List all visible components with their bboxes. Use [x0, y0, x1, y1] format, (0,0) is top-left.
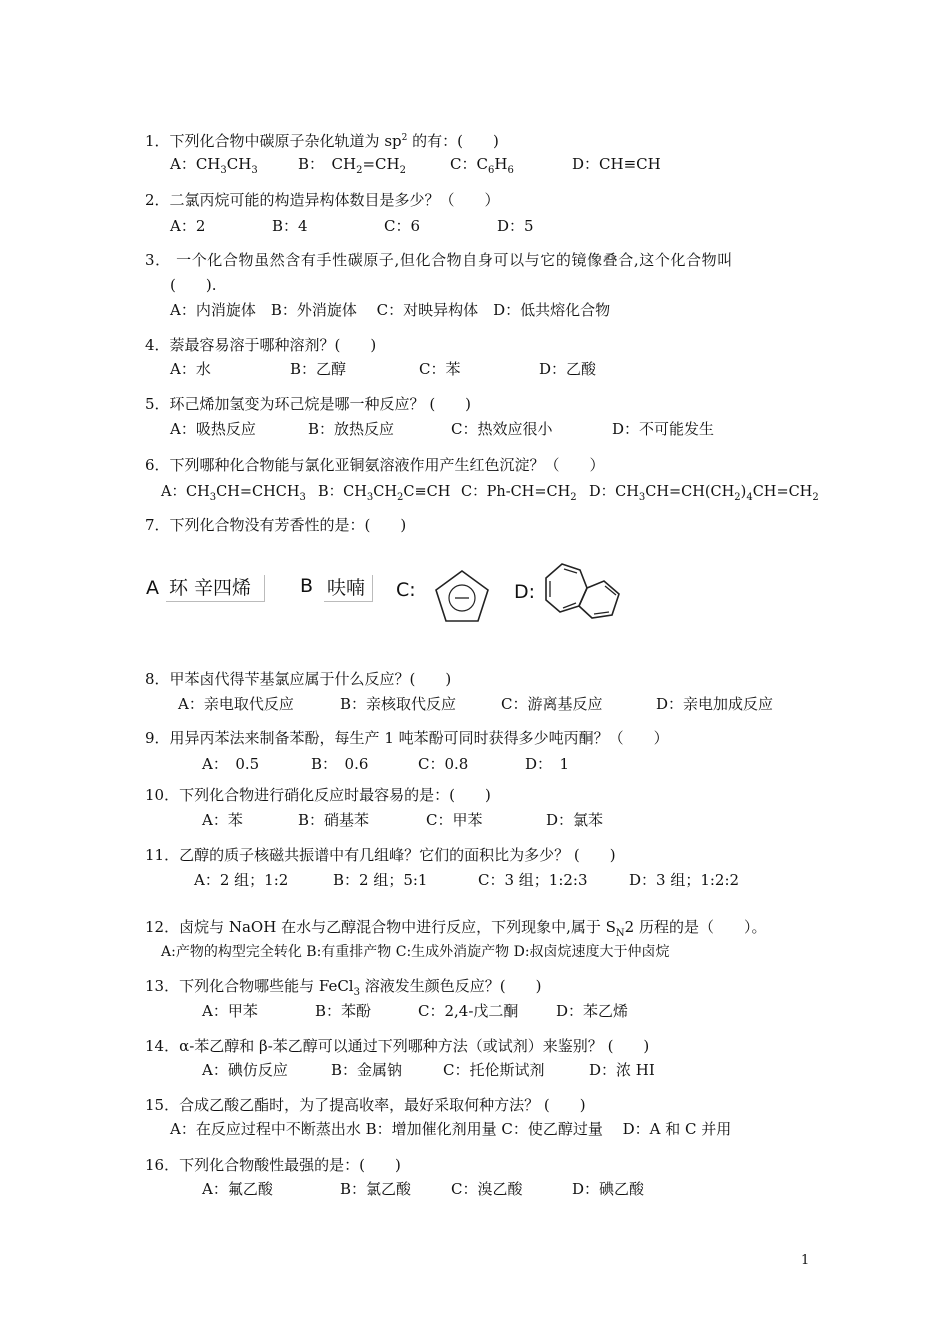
q3-stem-cont: ( ).	[170, 276, 217, 294]
q1-option-a	[170, 154, 258, 174]
sub: 3	[251, 165, 258, 176]
q1-b-text: B： CH	[298, 155, 357, 173]
sub: 3	[299, 492, 306, 503]
q1-c-text: C：C	[450, 155, 488, 173]
q7-stem: 7．下列化合物没有芳香性的是：( )	[145, 516, 407, 534]
q7-option-b: 呋喃	[324, 575, 373, 602]
q6-d-text: D：CH	[589, 484, 639, 500]
q3-options: A：内消旋体 B：外消旋体 C：对映异构体 D：低共熔化合物	[170, 301, 611, 319]
q6-a-mid: CH=CHCH	[216, 484, 300, 500]
q9-option-a: A： 0.5	[202, 755, 260, 773]
q12-stem	[145, 917, 766, 937]
q2-option-a: A：2	[170, 217, 206, 235]
q7-option-d-label: D:	[514, 581, 536, 603]
sub: 4	[746, 492, 753, 503]
q10-stem: 10．下列化合物进行硝化反应时最容易的是：( )	[145, 786, 491, 804]
sub: 2	[570, 492, 577, 503]
q16-stem: 16．下列化合物酸性最强的是：( )	[145, 1156, 401, 1174]
q8-option-a: A：亲电取代反应	[178, 695, 294, 713]
sub: 3	[209, 492, 217, 503]
q4-option-d: D：乙酸	[539, 360, 597, 378]
q6-d-mid2: )	[740, 484, 747, 500]
q16-option-d: D：碘乙酸	[572, 1180, 645, 1198]
q6-option-a	[161, 482, 306, 502]
q1-stem-tail: 的有：( )	[407, 132, 499, 150]
q8-option-d: D：亲电加成反应	[656, 695, 774, 713]
q6-option-b	[318, 482, 450, 502]
sub: 6	[507, 165, 514, 176]
q1-stem	[145, 128, 499, 151]
q1-sup: 2	[401, 133, 408, 143]
q6-b-end: C≡CH	[403, 484, 451, 500]
q6-a-text: A：CH	[161, 484, 210, 500]
q11-option-d: D：3 组；1:2:2	[629, 871, 740, 889]
q2-stem: 2．二氯丙烷可能的构造异构体数目是多少？（ ）	[145, 191, 500, 209]
q14-option-a: A：碘仿反应	[202, 1061, 288, 1079]
q6-b-mid: CH	[373, 484, 398, 500]
q6-b-text: B：CH	[318, 484, 367, 500]
q5-option-d: D：不可能发生	[612, 420, 715, 438]
q7-option-c-label: C:	[396, 579, 416, 601]
sub: 2	[399, 165, 406, 176]
q15-options: A：在反应过程中不断蒸出水 B：增加催化剂用量 C：使乙醇过量 D：A 和 C 并用	[170, 1120, 732, 1138]
q5-option-a: A：吸热反应	[170, 420, 256, 438]
q13-stem	[145, 976, 541, 996]
q15-stem: 15．合成乙酸乙酯时，为了提高收率，最好采取何种方法？ ( )	[145, 1096, 586, 1114]
q13-option-a: A：甲苯	[202, 1002, 258, 1020]
q7-option-b-letter: B	[300, 575, 314, 597]
sub: N	[615, 928, 625, 939]
q9-stem: 9．用异丙苯法来制备苯酚，每生产 1 吨苯酚可同时获得多少吨丙酮？（ ）	[145, 729, 669, 747]
q13-option-d: D：苯乙烯	[556, 1002, 629, 1020]
q6-option-c	[461, 482, 577, 502]
q13-stem-tail: 溶液发生颜色反应？( )	[359, 977, 542, 995]
q4-option-c: C：苯	[419, 360, 461, 378]
q14-option-c: C：托伦斯试剂	[443, 1061, 545, 1079]
q6-c-text: C：Ph-CH=CH	[461, 484, 571, 500]
q13-option-b: B：苯酚	[315, 1002, 372, 1020]
q1-b-text2: =CH	[362, 155, 400, 173]
q1-c-text2: H	[494, 155, 508, 173]
q9-option-b: B： 0.6	[311, 755, 369, 773]
sub: 2	[356, 165, 363, 176]
q10-option-c: C：甲苯	[426, 811, 483, 829]
q9-option-d: D： 1	[525, 755, 570, 773]
q9-option-c: C：0.8	[418, 755, 469, 773]
q14-option-d: D：浓 HI	[589, 1061, 655, 1079]
q1-option-c	[450, 154, 514, 174]
q11-option-c: C：3 组；1:2:3	[478, 871, 588, 889]
q8-option-b: B：亲核取代反应	[340, 695, 457, 713]
sub: 6	[487, 165, 495, 176]
sub: 3	[366, 492, 374, 503]
q12-stem-tail: 2 历程的是（ ）。	[624, 918, 767, 936]
q13-option-c: C：2,4-戊二酮	[418, 1002, 519, 1020]
q4-option-b: B：乙醇	[290, 360, 347, 378]
q16-option-a: A：氟乙酸	[202, 1180, 273, 1198]
q10-option-a: A：苯	[202, 811, 243, 829]
q10-option-b: B：硝基苯	[298, 811, 370, 829]
q3-stem: 3． 一个化合物虽然含有手性碳原子,但化合物自身可以与它的镜像叠合,这个化合物叫	[145, 251, 733, 269]
q1-option-d: D：CH≡CH	[572, 155, 661, 173]
q1-a-text: A：CH	[170, 155, 221, 173]
q2-option-c: C：6	[384, 217, 421, 235]
q5-option-b: B：放热反应	[308, 420, 395, 438]
q1-a-text2: CH	[226, 155, 252, 173]
q16-option-b: B：氯乙酸	[340, 1180, 412, 1198]
q6-stem: 6．下列哪种化合物能与氯化亚铜氨溶液作用产生红色沉淀？（ ）	[145, 456, 605, 474]
q8-option-c: C：游离基反应	[501, 695, 603, 713]
q1-option-b	[298, 154, 406, 174]
q12-options: A:产物的构型完全转化 B:有重排产物 C:生成外消旋产物 D:叔卤烷速度大于仲卤烷	[161, 944, 670, 960]
sub: 3	[353, 987, 360, 998]
q11-option-a: A：2 组；1:2	[194, 871, 289, 889]
q12-stem-text: 12．卤烷与 NaOH 在水与乙醇混合物中进行反应，下列现象中,属于 S	[145, 918, 616, 936]
q4-option-a: A：水	[170, 360, 211, 378]
page-number: 1	[801, 1253, 810, 1268]
q5-option-c: C：热效应很小	[451, 420, 553, 438]
azulene-structure	[540, 558, 628, 630]
sub: 2	[734, 492, 741, 503]
q5-stem: 5．环己烯加氢变为环己烷是哪一种反应？ ( )	[145, 395, 472, 413]
sub: 3	[638, 492, 646, 503]
q13-stem-text: 13．下列化合物哪些能与 FeCl	[145, 977, 354, 995]
q6-d-end: CH=CH	[752, 484, 813, 500]
q14-option-b: B：金属钠	[331, 1061, 403, 1079]
q4-stem: 4．萘最容易溶于哪种溶剂？( )	[145, 336, 377, 354]
q11-stem: 11．乙醇的质子核磁共振谱中有几组峰？它们的面积比为多少？ ( )	[145, 846, 616, 864]
q6-option-d	[589, 482, 819, 502]
q10-option-d: D：氯苯	[546, 811, 604, 829]
sub: 2	[812, 492, 819, 503]
q14-stem: 14．α-苯乙醇和 β-苯乙醇可以通过下列哪种方法（或试剂）来鉴别？ ( )	[145, 1037, 650, 1055]
q7-option-a-letter: A	[146, 577, 159, 599]
q11-option-b: B：2 组；5:1	[333, 871, 428, 889]
q16-option-c: C：溴乙酸	[451, 1180, 523, 1198]
cyclopentadienyl-anion-structure	[428, 565, 496, 627]
sub: 3	[220, 165, 227, 176]
q6-d-mid: CH=CH(CH	[645, 484, 735, 500]
q2-option-d: D：5	[497, 217, 534, 235]
q2-option-b: B：4	[272, 217, 308, 235]
q1-stem-text: 1．下列化合物中碳原子杂化轨道为 sp	[145, 132, 402, 150]
q8-stem: 8．甲苯卤代得苄基氯应属于什么反应？( )	[145, 670, 452, 688]
q7-option-a: 环 辛四烯	[166, 575, 265, 602]
sub: 2	[397, 492, 404, 503]
